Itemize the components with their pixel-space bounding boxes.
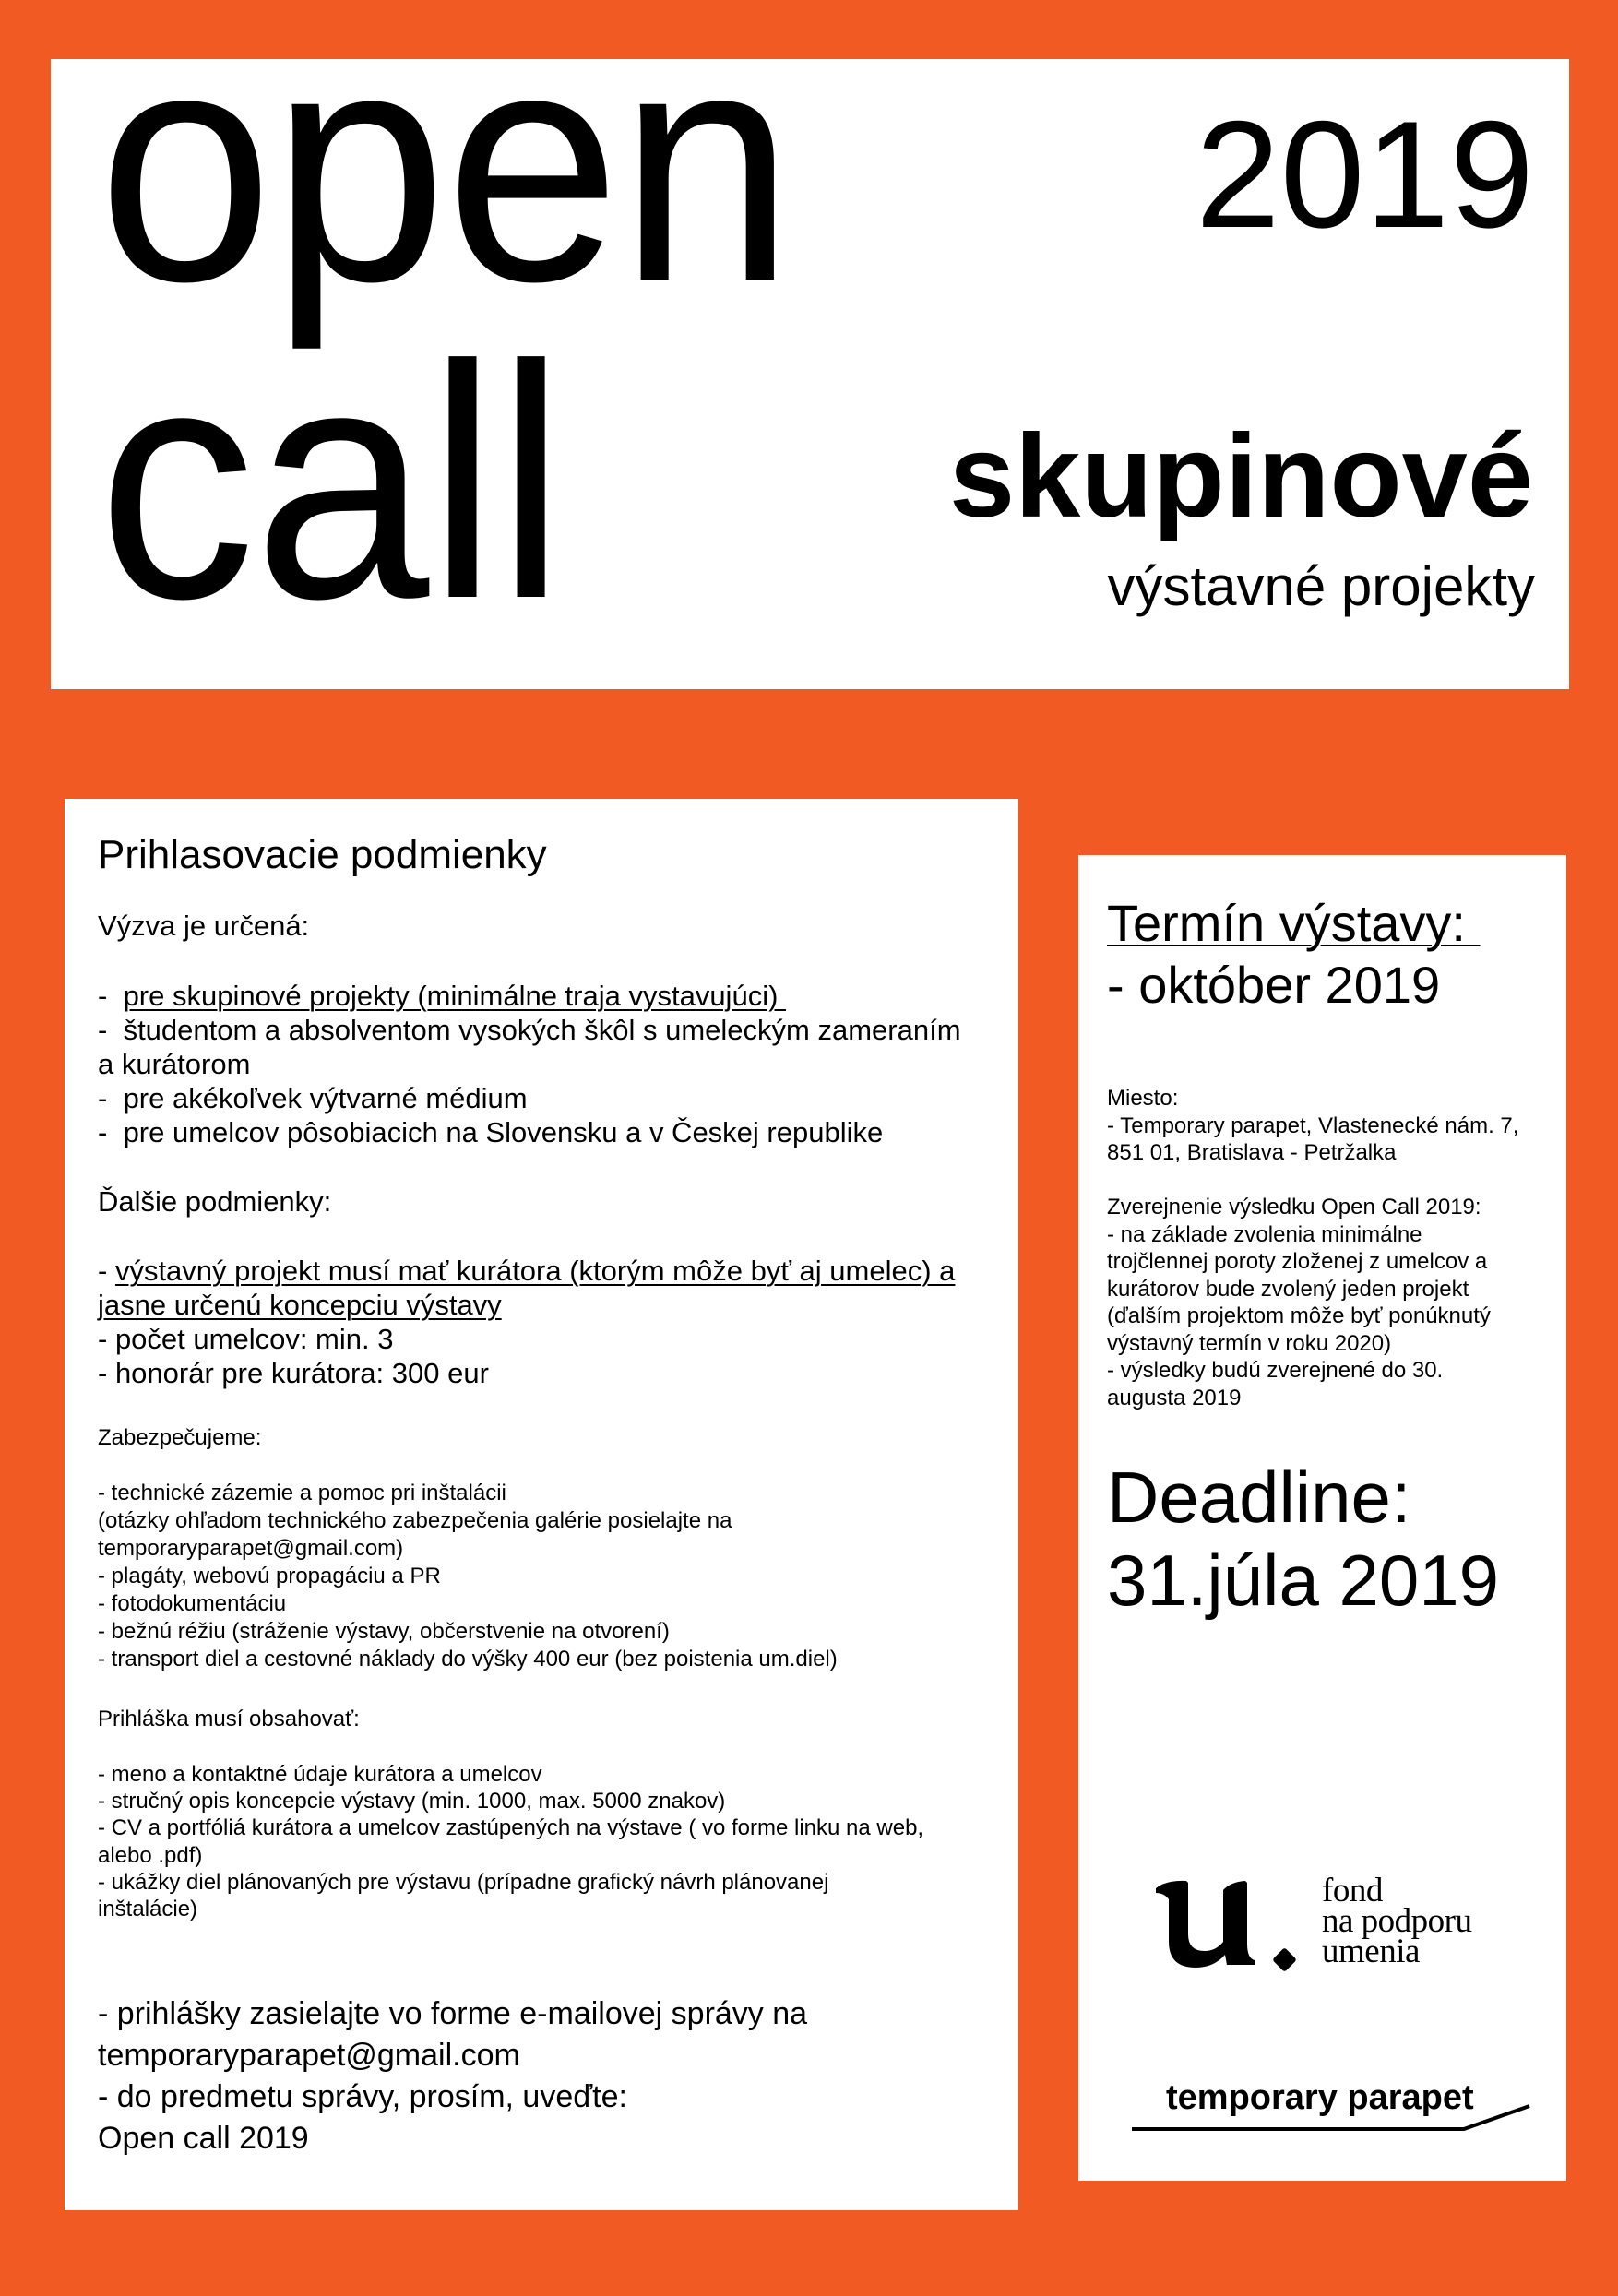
- other-conditions-label: Ďalšie podmienky:: [98, 1185, 332, 1218]
- exhibition-term-label: Termín výstavy:: [1107, 894, 1481, 952]
- list-item-text: pre skupinové projekty (minimálne traja vystavujúci): [123, 980, 787, 1012]
- bullet-dash: -: [98, 1014, 124, 1046]
- place-label: Miesto:: [1107, 1086, 1179, 1111]
- results-line: (ďalším projektom môže byť ponúknutý: [1107, 1303, 1491, 1328]
- list-item: [98, 979, 961, 1013]
- spacer: [1107, 1167, 1518, 1195]
- submission-instructions: [98, 1993, 807, 2159]
- fpu-logo-line: na podporu: [1322, 1902, 1472, 1940]
- other-conditions-list: [98, 1254, 955, 1390]
- info-panel: [1078, 855, 1566, 2181]
- deadline-date: 31.júla 2019: [1107, 1540, 1500, 1621]
- temporary-parapet-logo-text: temporary parapet: [1166, 2078, 1474, 2117]
- list-item: - CV a portfóliá kurátora a umelcov zastúpených na výstave ( vo forme linku na web, alebo .pdf): [98, 1815, 924, 1868]
- list-item: [98, 1356, 955, 1390]
- exhibition-term: [1107, 892, 1481, 1016]
- list-item-text: honorár pre kurátora: 300 eur: [114, 1357, 489, 1389]
- list-item: - plagáty, webovú propagáciu a PR: [98, 1564, 441, 1588]
- fpu-logo-line: umenia: [1322, 1933, 1420, 1970]
- subtitle: skupinové: [948, 410, 1533, 542]
- fpu-logo-mark-icon: [1153, 1877, 1305, 1974]
- bullet-dash: -: [98, 1323, 115, 1355]
- parapet-line-icon: [1124, 2096, 1540, 2137]
- list-item: [98, 1013, 961, 1081]
- results-line: - výsledky budú zverejnené do 30.: [1107, 1358, 1444, 1383]
- exhibition-term-date: - október 2019: [1107, 956, 1441, 1014]
- list-item: [98, 1115, 961, 1149]
- provided-label: Zabezpečujeme:: [98, 1425, 262, 1450]
- results-line: kurátorov bude zvolený jeden projekt: [1107, 1276, 1469, 1302]
- bullet-dash: -: [98, 1255, 115, 1287]
- list-item: - technické zázemie a pomoc pri inštalácii (otázky ohľadom technického zabezpečenia galérie posielajte na temporaryparapet@gmail.com): [98, 1481, 732, 1561]
- title-panel: [51, 0, 1569, 689]
- deadline-label: Deadline:: [1107, 1457, 1411, 1538]
- list-item: - bežnú réžiu (stráženie výstavy, občerstvenie na otvorení): [98, 1619, 670, 1644]
- bullet-dash: -: [98, 1357, 115, 1389]
- results-line: výstavný termín v roku 2020): [1107, 1330, 1392, 1356]
- list-item: [98, 1254, 955, 1322]
- fpu-logo-text: [1322, 1872, 1472, 1970]
- list-item-text: pre akékoľvek výtvarné médium: [123, 1082, 528, 1114]
- list-item: - fotodokumentáciu: [98, 1591, 287, 1616]
- title-open: open: [98, 0, 793, 351]
- fpu-logo-line: fond: [1322, 1872, 1383, 1909]
- list-item-text: počet umelcov: min. 3: [114, 1323, 394, 1355]
- intended-for-label: Výzva je určená:: [98, 910, 310, 942]
- application-label: Prihláška musí obsahovať:: [98, 1707, 360, 1731]
- application-list: [98, 1761, 923, 1922]
- deadline: [1107, 1456, 1499, 1622]
- bullet-dash: -: [98, 1116, 124, 1148]
- bullet-dash: -: [98, 980, 124, 1012]
- list-item: - transport diel a cestovné náklady do výšky 400 eur (bez poistenia um.diel): [98, 1647, 838, 1671]
- results-line: - na základe zvolenia minimálne: [1107, 1221, 1422, 1247]
- submission-subject: Open call 2019: [98, 2121, 309, 2156]
- list-item: - meno a kontaktné údaje kurátora a umelcov: [98, 1762, 542, 1787]
- submission-email[interactable]: temporaryparapet@gmail.com: [98, 2038, 520, 2073]
- submission-line: - prihlášky zasielajte vo forme e-mailovej správy na: [98, 1996, 808, 2031]
- conditions-heading: Prihlasovacie podmienky: [98, 832, 547, 877]
- results-line: trojčlennej poroty zloženej z umelcov a: [1107, 1249, 1488, 1274]
- venue-and-results: [1107, 1085, 1518, 1411]
- list-item: - stručný opis koncepcie výstavy (min. 1000, max. 5000 znakov): [98, 1789, 726, 1814]
- results-label: Zverejnenie výsledku Open Call 2019:: [1107, 1195, 1481, 1219]
- list-item-text: pre umelcov pôsobiacich na Slovensku a v Českej republike: [123, 1116, 884, 1148]
- list-item: [98, 1322, 955, 1356]
- provided-list: [98, 1480, 838, 1673]
- intended-for-list: [98, 979, 961, 1149]
- conditions-panel: [65, 799, 1018, 2210]
- list-item-text: študentom a absolventom vysokých škôl s umeleckým zameraním a kurátorom: [98, 1014, 961, 1080]
- bullet-dash: -: [98, 1082, 124, 1114]
- list-item: - ukážky diel plánovaných pre výstavu (prípadne grafický návrh plánovanej inštalácie): [98, 1869, 829, 1922]
- title-call: call: [98, 297, 565, 668]
- results-line: augusta 2019: [1107, 1385, 1242, 1410]
- submission-line: - do predmetu správy, prosím, uveďte:: [98, 2079, 627, 2114]
- place-line: - Temporary parapet, Vlastenecké nám. 7,: [1107, 1112, 1519, 1138]
- list-item: [98, 1081, 961, 1115]
- place-line: 851 01, Bratislava - Petržalka: [1107, 1140, 1397, 1165]
- list-item-text: výstavný projekt musí mať kurátora (ktorým môže byť aj umelec) a jasne určenú koncepciu výstavy: [98, 1255, 956, 1321]
- year: 2019: [1195, 89, 1534, 259]
- subtitle-small: výstavné projekty: [1107, 555, 1535, 617]
